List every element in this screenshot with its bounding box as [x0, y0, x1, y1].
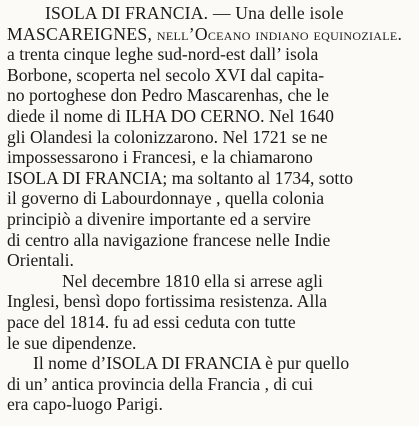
- text-line: pace del 1814. fu ad essi ceduta con tutte: [7, 311, 296, 332]
- text-line: gli Olandesi la colonizzarono. Nel 1721 se ne: [7, 126, 328, 147]
- text-line: a trenta cinque leghe sud-nord-est dall’ isola: [7, 44, 319, 65]
- text-line: diede il nome di ILHA DO CERNO. Nel 1640: [7, 105, 334, 126]
- paragraph-province: [7, 353, 412, 415]
- text-line: MASCAREIGNES, nell’Oceano indiano equinoziale.: [7, 23, 403, 44]
- text-line: il governo di Labourdonnaye , quella colonia: [7, 188, 325, 209]
- text-line: Inglesi, bensì dopo fortissima resistenza. Alla: [7, 291, 328, 312]
- text-line: le sue dipendenze.: [7, 332, 137, 353]
- text-line: Il nome d’ISOLA DI FRANCIA è pur quello: [33, 353, 350, 374]
- text-line: Orientali.: [7, 250, 74, 271]
- entry-headline: ISOLA DI FRANCIA. — Una delle isole: [45, 3, 344, 23]
- text-line: no portoghese don Pedro Mascarenhas, che le: [7, 85, 329, 106]
- text-line: principiò a divenire importante ed a servire: [7, 208, 311, 229]
- text-line: ISOLA DI FRANCIA; ma soltanto al 1734, sotto: [7, 167, 354, 188]
- paragraph-description: [7, 3, 412, 271]
- text-line: Borbone, scoperta nel secolo XVI dal capita-: [7, 64, 325, 85]
- text-line: di un’ antica provincia della Francia , di cui: [7, 373, 313, 394]
- paragraph-history: [7, 271, 412, 353]
- text-line: impossessarono i Francesi, e la chiamarono: [7, 147, 313, 168]
- text-line: di centro alla navigazione francese nelle Indie: [7, 229, 331, 250]
- text-line: era capo-luogo Parigi.: [7, 394, 163, 415]
- text-line: Nel decembre 1810 ella si arrese agli: [62, 270, 323, 291]
